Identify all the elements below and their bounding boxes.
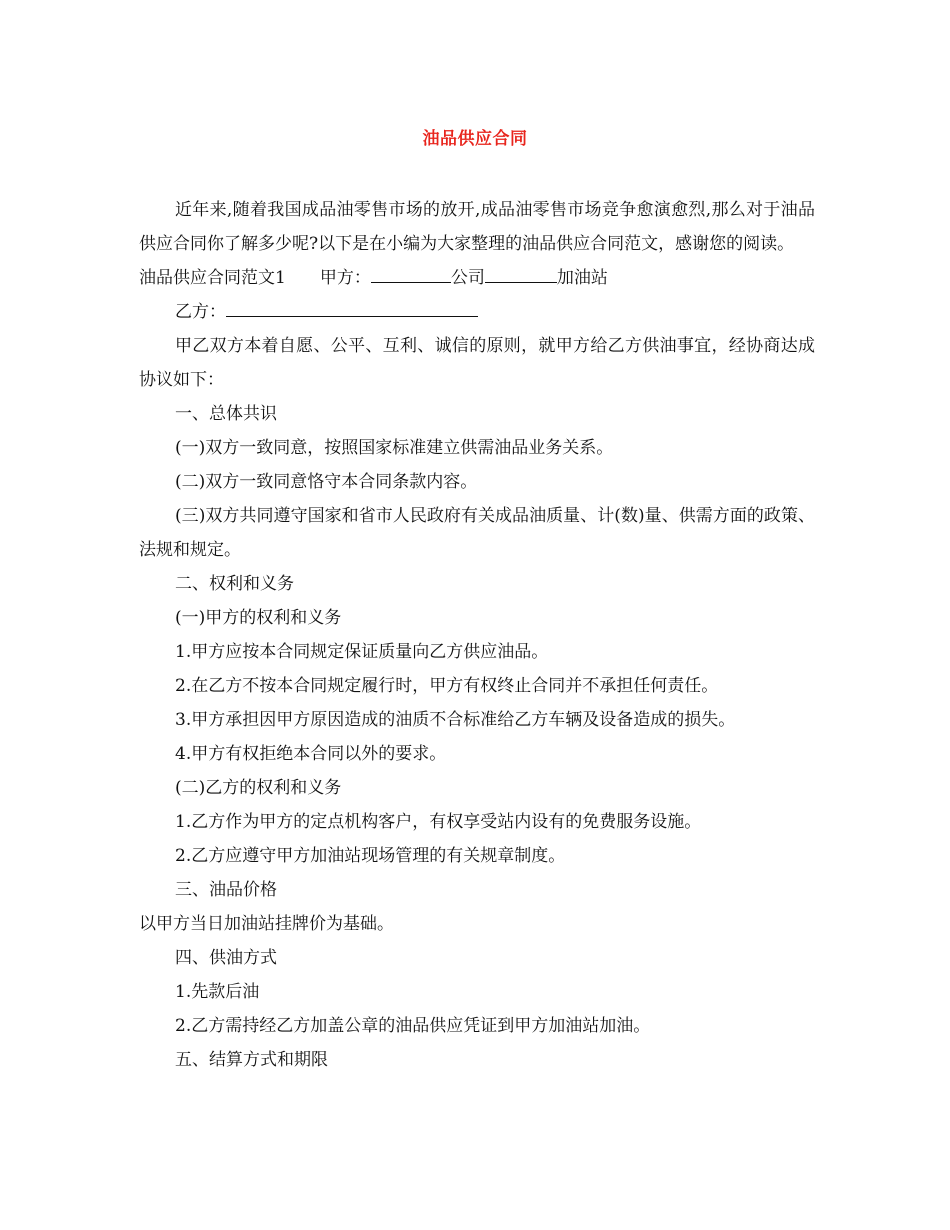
preamble-paragraph: 甲乙双方本着自愿、公平、互利、诚信的原则，就甲方给乙方供油事宜，经协商达成协议如下： <box>139 336 815 390</box>
party-b-blank <box>226 299 478 317</box>
section-1-item-3: (三)双方共同遵守国家和省市人民政府有关成品油质量、计(数)量、供需方面的政策、法规和规定。 <box>139 506 815 560</box>
section-2-sub-2: (二)乙方的权利和义务 <box>175 778 342 798</box>
section-4-item-2: 2.乙方需持经乙方加盖公章的油品供应凭证到甲方加油站加油。 <box>175 1016 651 1036</box>
section-2-a-item-1: 1.甲方应按本合同规定保证质量向乙方供应油品。 <box>175 642 549 662</box>
section-3-text: 以甲方当日加油站挂牌价为基础。 <box>139 914 394 934</box>
section-3-heading: 三、油品价格 <box>175 880 277 900</box>
section-2-b-item-1: 1.乙方作为甲方的定点机构客户，有权享受站内设有的免费服务设施。 <box>175 812 702 832</box>
section-4-heading: 四、供油方式 <box>175 948 277 968</box>
party-b-label: 乙方： <box>175 302 226 322</box>
section-2-heading: 二、权利和义务 <box>175 574 294 594</box>
section-2-a-item-4: 4.甲方有权拒绝本合同以外的要求。 <box>175 744 447 764</box>
intro-paragraph: 近年来,随着我国成品油零售市场的放开,成品油零售市场竞争愈演愈烈,那么对于油品供应合同你了解多少呢?以下是在小编为大家整理的油品供应合同范文，感谢您的阅读。 <box>139 200 815 254</box>
section-2-sub-1: (一)甲方的权利和义务 <box>175 608 342 628</box>
party-a-company-blank <box>371 265 451 283</box>
section-2-a-item-2: 2.在乙方不按本合同规定履行时，甲方有权终止合同并不承担任何责任。 <box>175 676 719 696</box>
section-2-b-item-2: 2.乙方应遵守甲方加油站现场管理的有关规章制度。 <box>175 846 566 866</box>
sample-label: 油品供应合同范文1 <box>139 268 286 288</box>
party-b-line <box>139 295 815 329</box>
party-a-station-blank <box>485 265 557 283</box>
section-1-item-1: (一)双方一致同意，按照国家标准建立供需油品业务关系。 <box>175 438 614 458</box>
document-title: 油品供应合同 <box>422 129 528 149</box>
party-a-line <box>139 261 815 295</box>
party-a-station-text: 加油站 <box>556 268 608 288</box>
section-1-heading: 一、总体共识 <box>175 404 277 424</box>
section-2-a-item-3: 3.甲方承担因甲方原因造成的油质不合标准给乙方车辆及设备造成的损失。 <box>175 710 736 730</box>
party-a-company-text: 公司 <box>450 268 485 288</box>
section-4-item-1: 1.先款后油 <box>175 982 260 1002</box>
section-5-heading: 五、结算方式和期限 <box>175 1050 328 1070</box>
section-1-item-2: (二)双方一致同意恪守本合同条款内容。 <box>175 472 478 492</box>
document-body <box>139 193 815 1077</box>
party-a-label: 甲方： <box>319 268 371 288</box>
